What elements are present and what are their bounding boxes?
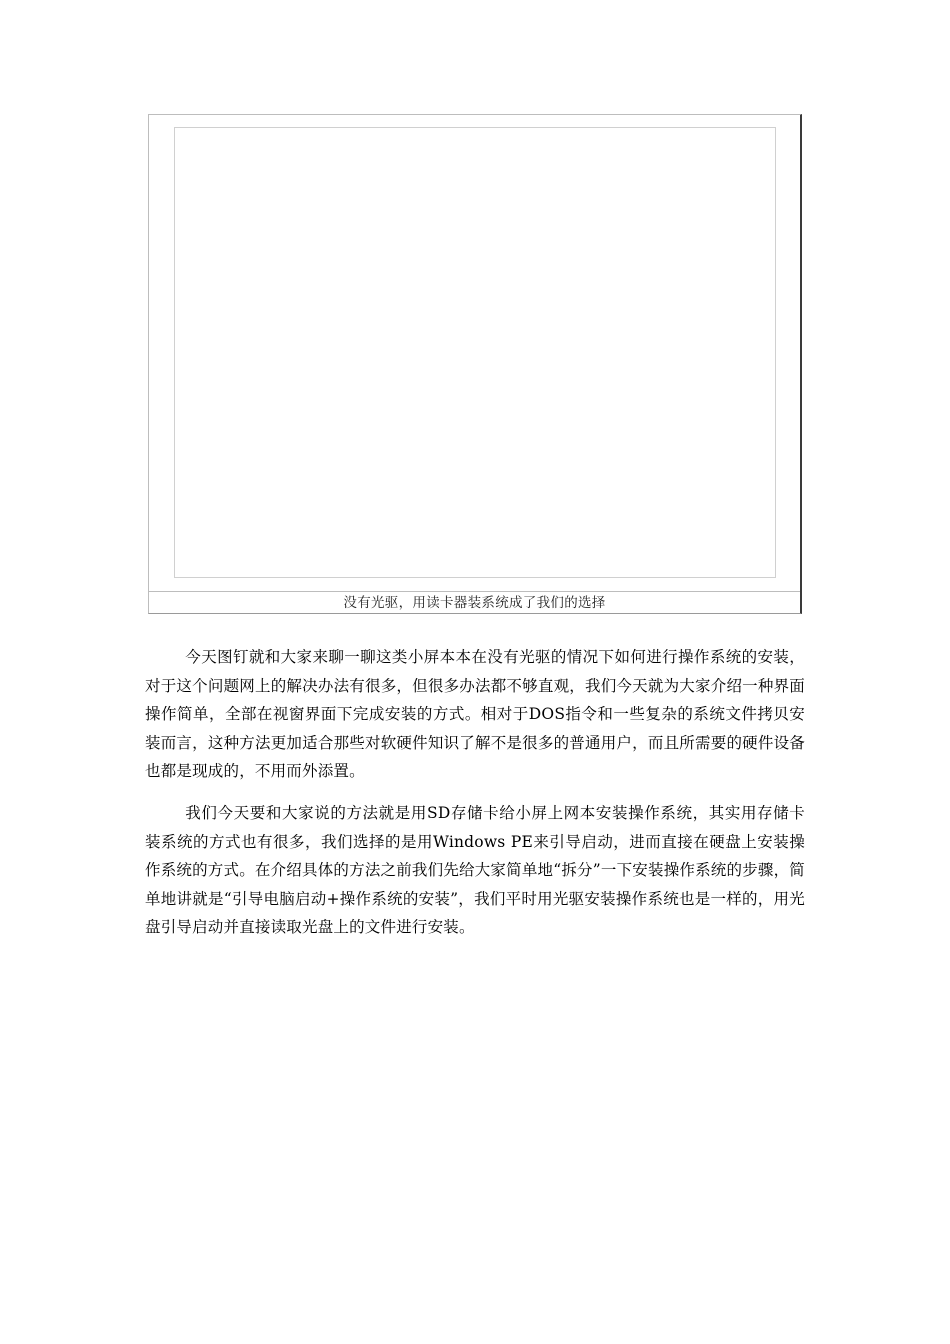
figure-caption-row [149,591,800,614]
body-paragraph-2: 我们今天要和大家说的方法就是用SD存储卡给小屏上网本安装操作系统，其实用存储卡装系统的方式也有很多，我们选择的是用Windows PE来引导启动，进而直接在硬盘上安装操作系统的方式。在介绍具体的方法之前我们先给大家简单地“拆分”一下安装操作系统的步骤，简单地讲就是“引导电脑启动+操作系统的安装”，我们平时用光驱安装操作系统也是一样的，用光盘引导启动并直接读取光盘上的文件进行安装。 [145,804,805,937]
figure-image-placeholder [174,127,776,578]
figure-frame [148,114,802,614]
figure-caption: 没有光驱，用读卡器装系统成了我们的选择 [343,595,606,611]
body-paragraph-1: 今天图钉就和大家来聊一聊这类小屏本本在没有光驱的情况下如何进行操作系统的安装，对于这个问题网上的解决办法有很多，但很多办法都不够直观，我们今天就为大家介绍一种界面操作简单，全部在视窗界面下完成安装的方式。相对于DOS指令和一些复杂的系统文件拷贝安装而言，这种方法更加适合那些对软硬件知识了解不是很多的普通用户，而且所需要的硬件设备也都是现成的，不用而外添置。 [145,648,805,781]
